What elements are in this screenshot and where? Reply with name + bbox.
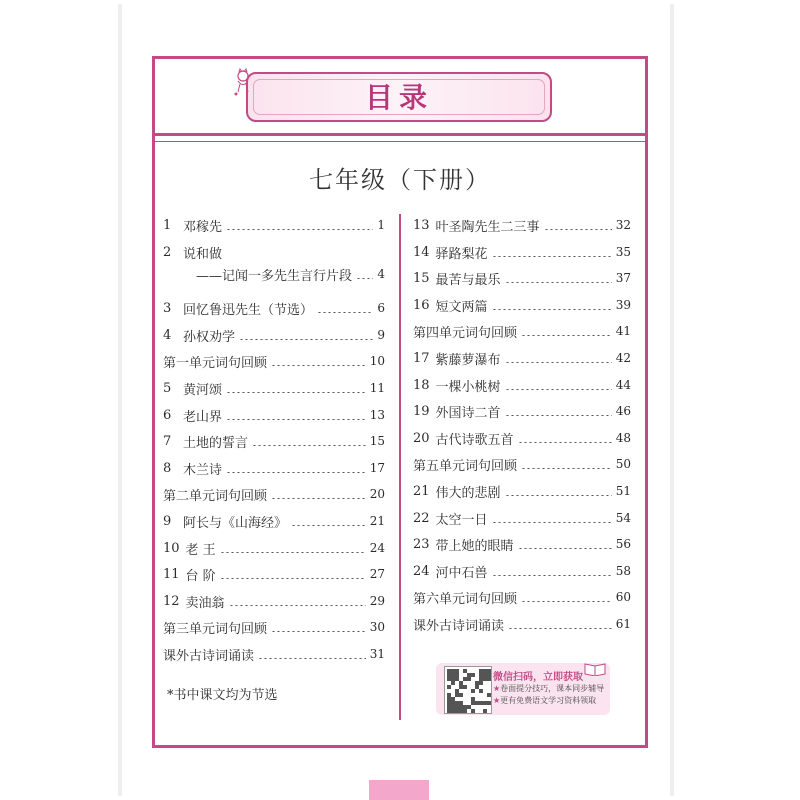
toc-entry[interactable] [163, 350, 385, 372]
toc-entry-title: 课外古诗词诵读 [413, 618, 505, 634]
toc-entry-title: 带上她的眼睛 [435, 538, 514, 554]
toc-entry-title: 孙权劝学 [183, 329, 236, 345]
toc-entry-title: 阿长与《山海经》 [183, 515, 288, 531]
toc-entry[interactable] [413, 214, 631, 236]
toc-entry-page: 21 [369, 514, 385, 528]
toc-entry-title: 第三单元词句回顾 [163, 621, 268, 637]
toc-entry-number: 15 [413, 270, 430, 286]
dot-leader [291, 525, 366, 526]
toc-entry-title: 一棵小桃树 [435, 379, 501, 395]
toc-entry-number: 24 [413, 563, 430, 579]
toc-entry-page: 48 [615, 431, 631, 445]
toc-entry-page: 10 [369, 354, 385, 368]
toc-entry[interactable] [163, 214, 385, 236]
toc-entry[interactable] [163, 510, 385, 532]
toc-entry-title: 老山界 [183, 409, 223, 425]
dot-leader [505, 415, 612, 416]
promo-line-2-text: 更有免费语文学习资料领取 [500, 696, 597, 705]
dot-leader [505, 495, 612, 496]
toc-entry-number: 3 [163, 300, 172, 316]
toc-entry[interactable] [413, 613, 631, 635]
toc-entry-page: 11 [369, 381, 385, 395]
promo-title: 微信扫码，立即获取 [493, 672, 583, 683]
toc-entry-title: 紫藤萝瀑布 [435, 352, 501, 368]
cat-decoration-icon [232, 68, 254, 98]
toc-entry[interactable] [163, 324, 385, 346]
toc-entry-number: 17 [413, 350, 430, 366]
dot-leader [239, 339, 373, 340]
toc-entry-page: 29 [369, 594, 385, 608]
toc-entry-number: 13 [413, 217, 430, 233]
dot-leader [518, 548, 612, 549]
toc-entry-number: 1 [163, 217, 172, 233]
dot-leader [317, 312, 373, 313]
promo-line-2 [493, 695, 596, 706]
dot-leader [521, 335, 612, 336]
page-title: 目录 [364, 81, 433, 114]
toc-entry[interactable] [413, 453, 631, 475]
dot-leader [226, 419, 366, 420]
toc-entry-page: 9 [377, 328, 385, 342]
toc-entry-page: 60 [615, 590, 631, 604]
toc-entry-page: 35 [615, 245, 631, 259]
dot-leader [271, 365, 366, 366]
toc-entry[interactable] [413, 586, 631, 608]
toc-entry[interactable] [413, 400, 631, 422]
toc-entry[interactable] [163, 241, 385, 263]
dot-leader [492, 256, 612, 257]
dot-leader [508, 628, 612, 629]
toc-entry-title: 伟大的悲剧 [435, 485, 501, 501]
toc-entry-page: 4 [377, 267, 385, 281]
toc-entry[interactable] [413, 533, 631, 555]
dot-leader [356, 278, 373, 279]
toc-entry-number: 11 [163, 566, 180, 582]
toc-entry-title: 邓稼先 [183, 219, 223, 235]
toc-entry[interactable] [413, 427, 631, 449]
toc-entry-page: 39 [615, 298, 631, 312]
toc-entry[interactable] [163, 483, 385, 505]
toc-entry-page: 15 [369, 434, 385, 448]
toc-entry-title: 黄河颂 [183, 382, 223, 398]
toc-entry[interactable] [163, 590, 385, 612]
star-icon: ★ [493, 696, 501, 705]
toc-entry-title: 木兰诗 [183, 462, 223, 478]
column-divider [399, 214, 401, 720]
toc-entry-number: 10 [163, 540, 180, 556]
toc-entry-page: 58 [615, 564, 631, 578]
header-divider [152, 133, 648, 136]
toc-entry-title: 驿路梨花 [435, 246, 488, 262]
toc-entry-number: 4 [163, 327, 172, 343]
toc-entry[interactable] [413, 241, 631, 263]
star-icon: ★ [493, 684, 501, 693]
toc-entry[interactable] [413, 294, 631, 316]
toc-entry-page: 24 [369, 541, 385, 555]
toc-entry-number: 23 [413, 536, 430, 552]
toc-entry-subtitle: ——记闻一多先生言行片段 [196, 268, 353, 284]
toc-entry-page: 41 [615, 324, 631, 338]
toc-entry[interactable] [163, 563, 385, 585]
toc-entry-number: 9 [163, 513, 172, 529]
toc-entry-number: 18 [413, 377, 430, 393]
dot-leader [518, 442, 612, 443]
toc-entry-page: 20 [369, 487, 385, 501]
toc-entry[interactable] [163, 297, 385, 319]
toc-entry-title: 第四单元词句回顾 [413, 325, 518, 341]
toc-entry-page: 1 [377, 218, 385, 232]
toc-entry[interactable] [163, 643, 385, 665]
dot-leader [220, 578, 366, 579]
toc-entry-title: 卖油翁 [185, 595, 225, 611]
dot-leader [229, 605, 366, 606]
toc-entry-page: 42 [615, 351, 631, 365]
toc-entry-number: 20 [413, 430, 430, 446]
dot-leader [492, 309, 612, 310]
dot-leader [252, 445, 366, 446]
dot-leader [226, 229, 373, 230]
toc-entry-title: 第五单元词句回顾 [413, 458, 518, 474]
toc-entry[interactable] [413, 267, 631, 289]
toc-entry-number: 8 [163, 460, 172, 476]
toc-entry-page: 46 [615, 404, 631, 418]
toc-entry-number: 21 [413, 483, 430, 499]
toc-entry[interactable] [413, 320, 631, 342]
toc-entry-page: 37 [615, 271, 631, 285]
dot-leader [505, 282, 612, 283]
toc-entry-number: 2 [163, 244, 172, 260]
toc-entry-number: 5 [163, 380, 172, 396]
toc-entry-title: 老 王 [185, 542, 216, 558]
dot-leader [258, 658, 366, 659]
toc-entry-number: 12 [163, 593, 180, 609]
dot-leader [505, 389, 612, 390]
toc-entry-number: 19 [413, 403, 430, 419]
bottom-tab [369, 780, 429, 800]
promo-line-1-text: 卷面提分技巧，课本同步辅导 [500, 684, 605, 693]
toc-entry-title: 外国诗二首 [435, 405, 501, 421]
toc-entry-page: 54 [615, 511, 631, 525]
toc-entry-title: 第二单元词句回顾 [163, 488, 268, 504]
dot-leader [226, 472, 366, 473]
toc-entry[interactable] [413, 507, 631, 529]
toc-entry[interactable] [163, 457, 385, 479]
book-icon [584, 662, 606, 676]
toc-entry-title: 古代诗歌五首 [435, 432, 514, 448]
toc-entry-number: 16 [413, 297, 430, 313]
toc-entry-page: 50 [615, 457, 631, 471]
dot-leader [271, 631, 366, 632]
toc-entry[interactable] [163, 537, 385, 559]
dot-leader [544, 229, 612, 230]
dot-leader [492, 575, 612, 576]
toc-entry-page: 61 [615, 617, 631, 631]
toc-entry[interactable] [413, 347, 631, 369]
toc-entry-page: 13 [369, 408, 385, 422]
toc-entry-number: 7 [163, 433, 172, 449]
dot-leader [505, 362, 612, 363]
toc-entry[interactable] [163, 616, 385, 638]
toc-entry-page: 44 [615, 378, 631, 392]
header-divider-thin [152, 141, 648, 142]
toc-entry-title: 河中石兽 [435, 565, 488, 581]
toc-entry-page: 51 [615, 484, 631, 498]
toc-entry-title: 叶圣陶先生二三事 [435, 219, 540, 235]
title-banner [246, 72, 552, 122]
toc-entry-title: 台 阶 [185, 568, 216, 584]
footnote: *书中课文均为节选 [167, 688, 278, 703]
toc-entry[interactable] [413, 480, 631, 502]
promo-line-1 [493, 683, 604, 694]
toc-entry[interactable] [163, 430, 385, 452]
toc-entry-title: 课外古诗词诵读 [163, 648, 255, 664]
toc-entry-page: 27 [369, 567, 385, 581]
dot-leader [492, 522, 612, 523]
toc-entry-page: 30 [369, 620, 385, 634]
dot-leader [220, 552, 366, 553]
toc-entry-title: 短文两篇 [435, 299, 488, 315]
toc-entry-page: 31 [369, 647, 385, 661]
toc-entry-title: 最苦与最乐 [435, 272, 501, 288]
toc-entry-title: 土地的誓言 [183, 435, 249, 451]
toc-entry[interactable] [196, 263, 385, 285]
grade-heading: 七年级（下册） [309, 166, 491, 194]
toc-entry-page: 6 [377, 301, 385, 315]
dot-leader [271, 498, 366, 499]
toc-entry[interactable] [163, 377, 385, 399]
toc-entry-title: 太空一日 [435, 512, 488, 528]
qr-code-icon[interactable] [444, 666, 492, 714]
toc-entry-number: 22 [413, 510, 430, 526]
toc-entry[interactable] [163, 404, 385, 426]
dot-leader [521, 468, 612, 469]
toc-entry[interactable] [413, 560, 631, 582]
toc-entry-page: 32 [615, 218, 631, 232]
toc-entry-number: 6 [163, 407, 172, 423]
toc-entry-title: 回忆鲁迅先生（节选） [183, 302, 314, 318]
toc-entry-number: 14 [413, 244, 430, 260]
dot-leader [521, 601, 612, 602]
toc-entry-page: 17 [369, 461, 385, 475]
toc-entry-page: 56 [615, 537, 631, 551]
toc-entry-title: 第一单元词句回顾 [163, 355, 268, 371]
toc-entry[interactable] [413, 374, 631, 396]
toc-entry-title: 第六单元词句回顾 [413, 591, 518, 607]
toc-entry-title: 说和做 [183, 246, 223, 262]
dot-leader [226, 392, 366, 393]
